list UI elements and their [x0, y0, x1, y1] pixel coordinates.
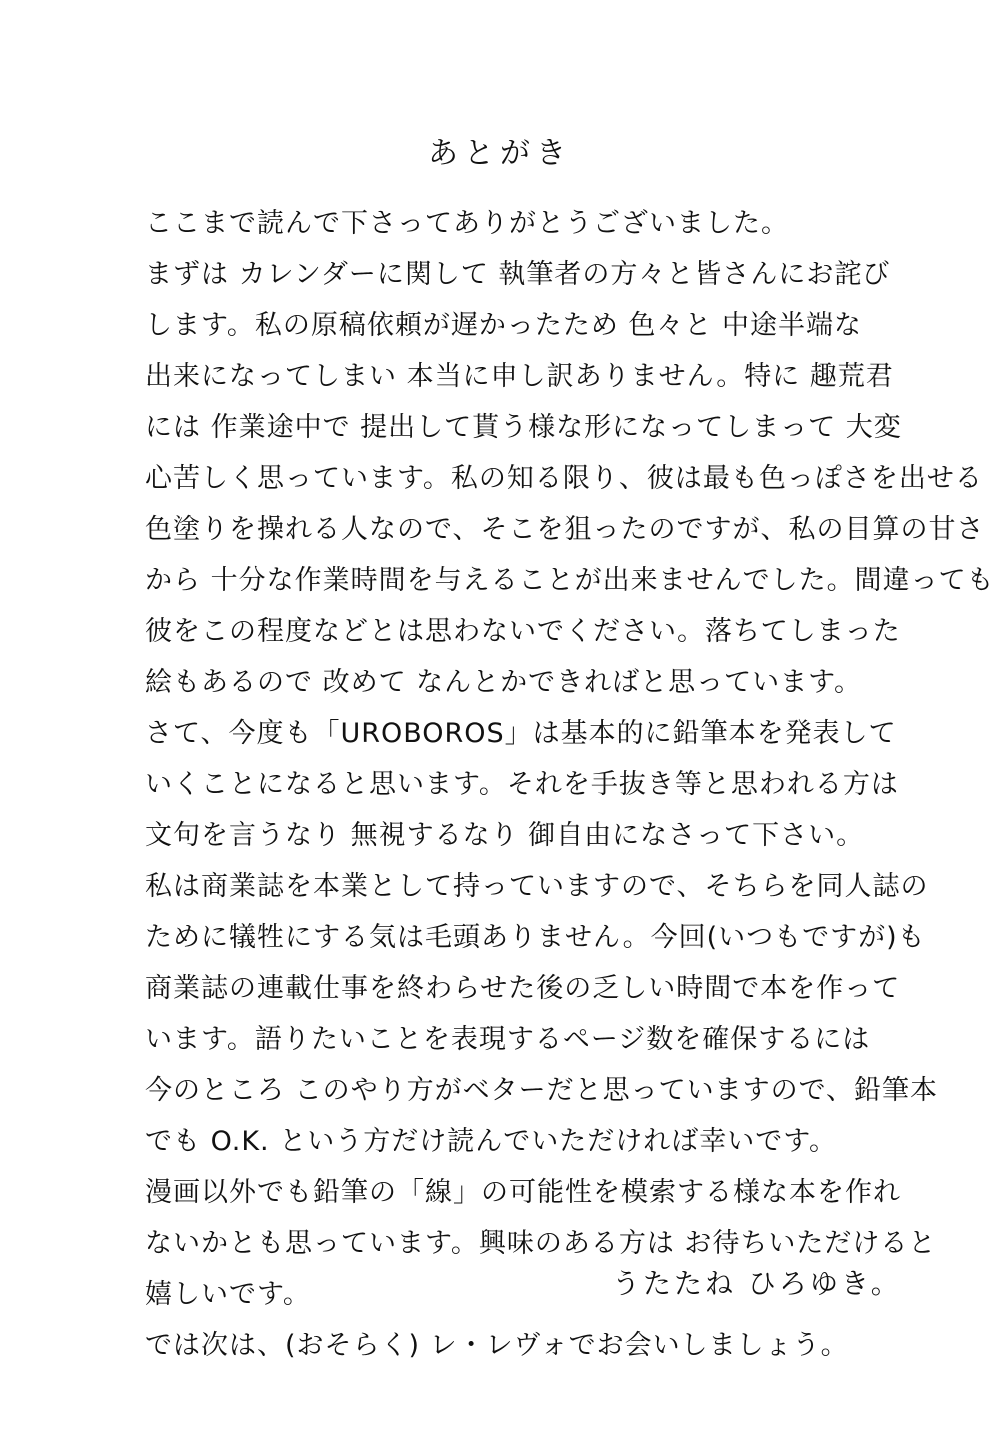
text-line: 私は商業誌を本業として持っていますので、そちらを同人誌の [145, 871, 929, 902]
text-line: では次は、(おそらく) レ・レヴォでお会いしましょう。 [145, 1330, 849, 1361]
author-signature: うたたね ひろゆき。 [612, 1267, 902, 1300]
text-line: には 作業途中で 提出して貰う様な形になってしまって 大変 [145, 412, 902, 443]
text-line: ここまで読んで下さってありがとうございました。 [145, 208, 789, 239]
text-line: います。語りたいことを表現するページ数を確保するには [145, 1024, 871, 1055]
text-line: 色塗りを操れる人なので、そこを狙ったのですが、私の目算の甘さ [145, 514, 985, 545]
text-line: 今のところ このやり方がベターだと思っていますので、鉛筆本 [145, 1075, 939, 1106]
text-line: まずは カレンダーに関して 執筆者の方々と皆さんにお詫び [145, 259, 891, 290]
text-line: から 十分な作業時間を与えることが出来ませんでした。間違っても [145, 565, 995, 596]
text-line: 彼をこの程度などとは思わないでください。落ちてしまった [145, 616, 901, 647]
text-line: 漫画以外でも鉛筆の「線」の可能性を模索する様な本を作れ [145, 1177, 901, 1208]
text-line: いくことになると思います。それを手抜き等と思われる方は [145, 769, 899, 800]
text-line: ないかとも思っています。興味のある方は お待ちいただけると [145, 1228, 937, 1259]
text-line: 心苦しく思っています。私の知る限り、彼は最も色っぽさを出せる [145, 463, 983, 494]
text-line: 絵もあるので 改めて なんとかできればと思っています。 [145, 667, 863, 698]
page-title: あとがき [428, 136, 572, 171]
text-line: 嬉しいです。 [145, 1279, 311, 1310]
text-line: 出来になってしまい 本当に申し訳ありません。特に 趣荒君 [145, 361, 894, 392]
text-line: 商業誌の連載仕事を終わらせた後の乏しい時間で本を作って [145, 973, 901, 1004]
afterword-body [145, 198, 995, 1371]
text-line: さて、今度も「UROBOROS」は基本的に鉛筆本を発表して [145, 718, 897, 749]
text-line: ために犠牲にする気は毛頭ありません。今回(いつもですが)も [145, 922, 926, 953]
text-line: 文句を言うなり 無視するなり 御自由になさって下さい。 [145, 820, 865, 851]
text-line: でも O.K. という方だけ読んでいただければ幸いです。 [145, 1126, 838, 1157]
text-line: します。私の原稿依頼が遅かったため 色々と 中途半端な [145, 310, 863, 341]
